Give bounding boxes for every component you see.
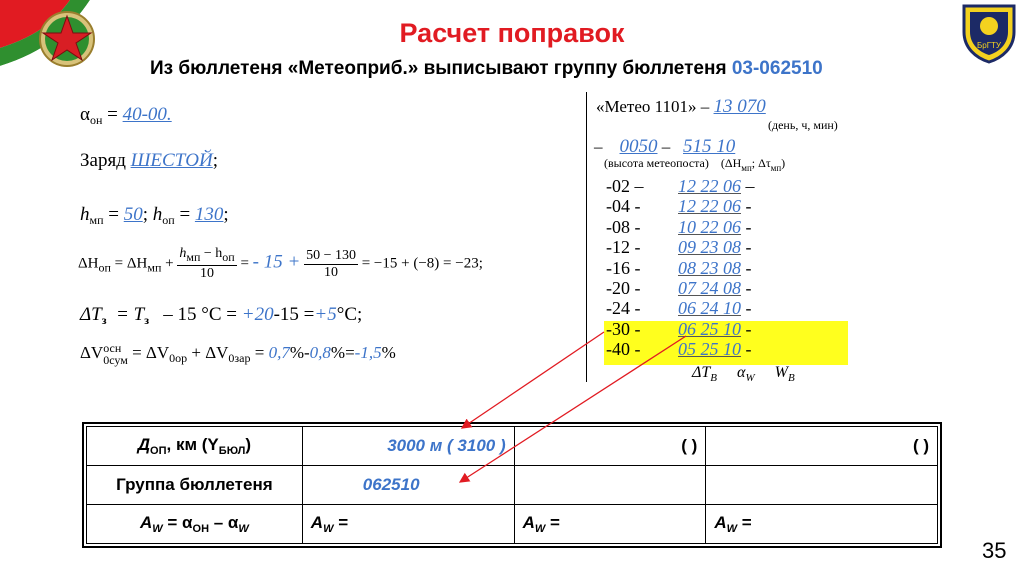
meteo-row: -04 - 12 22 06 - (606, 196, 752, 217)
table-cell-range-col4: ( ) (706, 427, 938, 466)
dt-rest1: – 15 °C = (163, 304, 238, 325)
h2-symbol: h (152, 204, 163, 225)
table-cell-range-label: $Д_{ОП}$, км $(Y_{БЮЛ})$ (87, 427, 303, 466)
alpha-sub: он (89, 113, 103, 127)
dt-rest3: °C; (336, 304, 363, 325)
dh-lhs: ΔH (78, 255, 99, 272)
meteo-height-value: 0050 (619, 136, 658, 157)
meteo-footer: $\Delta T_B$ $\alpha_W$ $W_B$ (692, 364, 795, 384)
dh-eq1-sub: мп (147, 260, 162, 275)
h1-sub: мп (89, 213, 104, 227)
meteo-row: -02 – 12 22 06 – (606, 176, 755, 196)
bulletin-code: 03-062510 (731, 58, 823, 79)
dh-eq2: = (240, 255, 249, 272)
dt-lhs: ΔT (80, 304, 102, 325)
table-cell-range-value: 3000 м ( 3100 ) (302, 427, 514, 466)
charge-end: ; (212, 150, 218, 171)
dh-fraction-2: $\frac{50 - 130}{10}$ (306, 247, 356, 280)
table-cell-aw-formula: $A_W = \alpha_{ОН} - \alpha_W$ (87, 505, 303, 544)
meteo-row-highlighted: -40 - 05 25 10 - (606, 339, 752, 360)
subtitle-text: Из бюллетеня «Метеоприб.» выписывают группу бюллетеня (150, 58, 727, 79)
h2-value: 130 (194, 204, 224, 225)
h2-sub: оп (162, 213, 175, 227)
meteo-dh-dt-value: 515 10 (683, 136, 736, 157)
dh-eq1: = ΔH (114, 255, 148, 272)
meteo-row: -16 - 08 23 08 - (606, 257, 752, 278)
meteo-row: -12 - 09 23 08 - (606, 237, 752, 258)
h1-value: 50 (123, 204, 143, 225)
dh-lhs-sub: оп (98, 260, 111, 275)
dh-result: = −15 + (−8) = −23 (361, 255, 479, 272)
table-cell-group-label: Группа бюллетеня (87, 466, 303, 505)
dv-v1: 0,7 (268, 342, 290, 362)
dt-eq-sub: з (144, 313, 150, 327)
dh-end: ; (478, 255, 483, 272)
meteo-row: -08 - 10 22 06 - (606, 216, 752, 237)
table-cell-range-col3: ( ) (514, 427, 706, 466)
table-cell-aw-3: $A_W$ = (706, 505, 938, 544)
dt-rest2: -15 = (273, 304, 315, 325)
meteo-header-caption: (день, ч, мин) (768, 118, 838, 132)
charge-value: ШЕСТОЙ (130, 150, 213, 171)
dt-val2: +5 (314, 304, 337, 325)
table-cell-aw-1: $A_W$ = (302, 505, 514, 544)
dt-val1: +20 (241, 304, 274, 325)
alpha-eq: = (107, 104, 118, 125)
dh-plus: + (165, 255, 174, 272)
formula-heights: $h_{мп} = 50$; $h_{оп} = 130$; (80, 204, 229, 227)
dh-fraction-1: $\frac{\text{hмп − hоп}}{10}$ (179, 246, 235, 281)
h1-symbol: h (80, 204, 90, 225)
meteo-row: -20 - 07 24 08 - (606, 277, 752, 298)
meteo-row-highlighted: -30 - 06 25 10 - (606, 318, 752, 339)
meteo-line2: – 0050 – 515 10 (594, 136, 736, 157)
page-number: 35 (982, 538, 1007, 563)
dv-eq: = ΔV (132, 342, 170, 362)
arrow-to-range-value (462, 332, 604, 428)
dv-plus: + ΔV (191, 342, 229, 362)
dv-v2: 0,8 (309, 342, 331, 362)
meteo-line2-caption: (высота метеопоста) ($\Delta H_{мп}$; $\Delta\tau_{мп}$) (604, 156, 786, 173)
meteo-row: -24 - 06 24 10 - (606, 298, 752, 319)
dt-lhs-sub: з (101, 313, 107, 327)
dv-lhs: ΔV (80, 342, 104, 362)
dv-v3: -1,5 (354, 342, 382, 362)
dv-eq2: = (254, 342, 265, 362)
dv-sub2: 0зар (228, 350, 251, 365)
dv-sub1: 0ор (169, 350, 188, 365)
meteo-header-label: «Метео 1101» – (596, 97, 710, 116)
table-cell-group-value: 062510 (302, 466, 514, 505)
formula-dv: ΔV осн 0сум = $\Delta V_{0ор} + \Delta V_{0зар} = 0,7\%-0,8\%=-1,5\%$ (80, 341, 396, 367)
page-title: Расчет поправок (399, 18, 625, 48)
arrow-to-group-value (460, 336, 686, 482)
dt-eq: = T (116, 304, 145, 325)
svg-text:БрГТУ: БрГТУ (977, 41, 1001, 50)
alpha-symbol: α (80, 104, 90, 125)
dh-value: - 15 + (252, 251, 301, 273)
charge-label: Заряд (80, 150, 126, 171)
alpha-value: 40-00. (122, 104, 172, 125)
table-cell-aw-2: $A_W$ = (514, 505, 706, 544)
meteo-header-value: 13 070 (713, 96, 766, 117)
